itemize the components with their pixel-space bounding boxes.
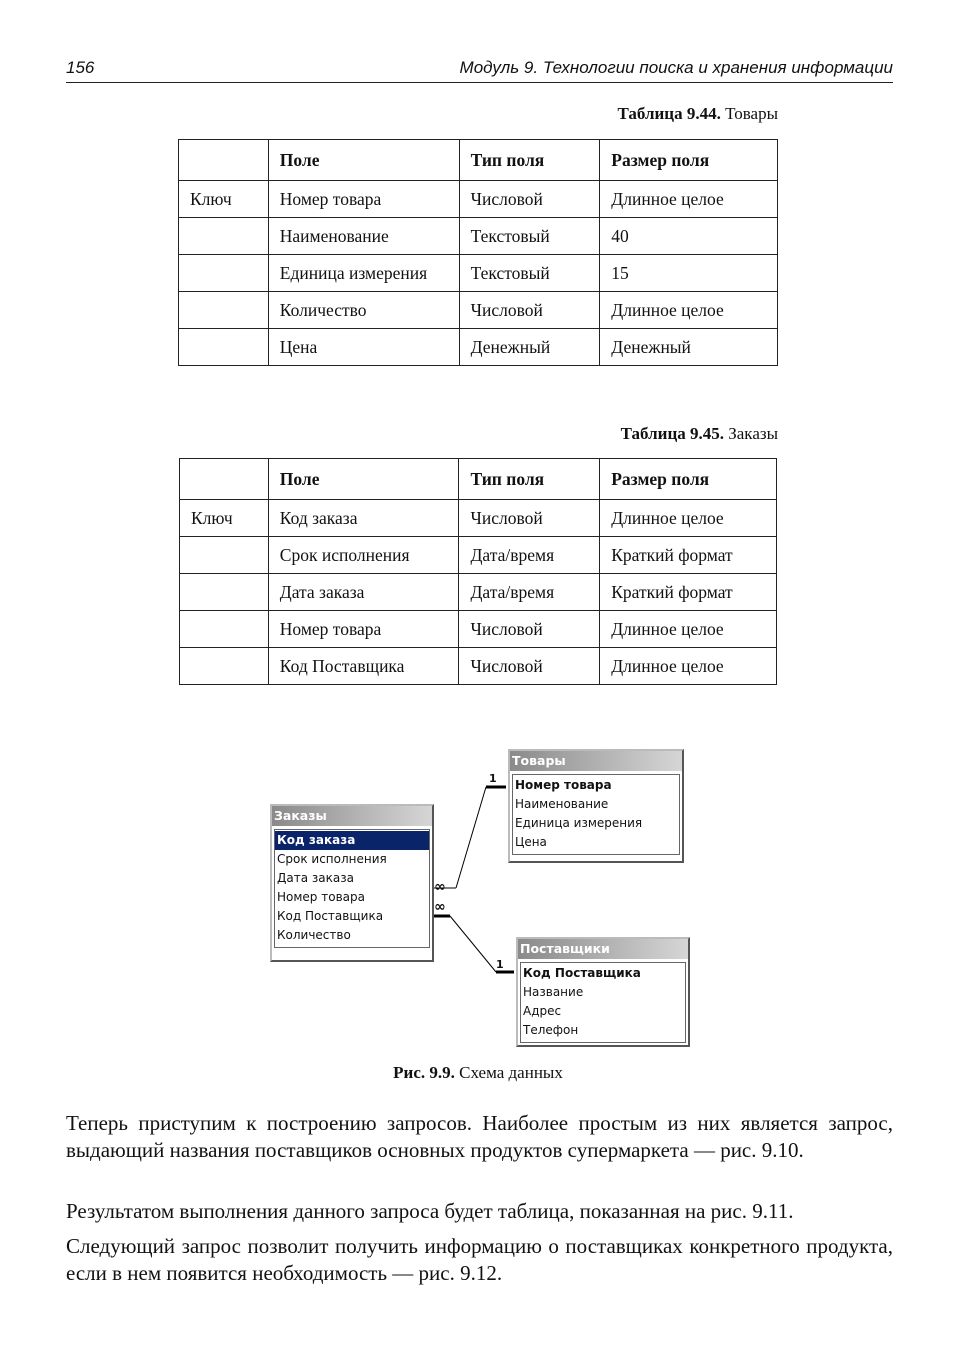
- table-row: [180, 611, 777, 648]
- table-cell: Длинное целое: [600, 648, 777, 685]
- table-cell: [179, 329, 269, 366]
- table-header-row: [180, 459, 777, 500]
- table-944-caption: [617, 104, 778, 124]
- table-cell: Числовой: [459, 292, 600, 329]
- relation-many-suppliers: ∞: [434, 899, 446, 915]
- field-item[interactable]: Адрес: [523, 1004, 562, 1018]
- header-cell: Тип поля: [459, 140, 600, 181]
- table-cell: [180, 611, 269, 648]
- header-cell: Размер поля: [600, 459, 777, 500]
- table-cell: Числовой: [459, 181, 600, 218]
- table-header-row: [179, 140, 778, 181]
- table-cell: Количество: [268, 292, 459, 329]
- field-item[interactable]: Дата заказа: [277, 871, 354, 885]
- header-cell: [180, 459, 269, 500]
- suppliers-table-title[interactable]: Поставщики: [518, 939, 688, 959]
- table-945-caption-number: Таблица 9.45.: [620, 424, 724, 443]
- field-item[interactable]: Срок исполнения: [277, 852, 387, 866]
- relation-many-goods: ∞: [434, 879, 446, 895]
- table-cell: Срок исполнения: [268, 537, 459, 574]
- table-cell: Код заказа: [268, 500, 459, 537]
- field-item[interactable]: Код Поставщика: [523, 966, 641, 980]
- table-row: [179, 255, 778, 292]
- table-row: [179, 181, 778, 218]
- suppliers-field-list: [520, 962, 686, 1043]
- header-cell: Поле: [268, 140, 459, 181]
- page-number: 156: [66, 58, 95, 77]
- relationship-diagram: [260, 740, 700, 1060]
- table-cell: Текстовый: [459, 218, 600, 255]
- table-cell: Дата/время: [459, 537, 600, 574]
- table-cell: [180, 648, 269, 685]
- table-row: [180, 537, 777, 574]
- field-item[interactable]: Цена: [515, 835, 547, 849]
- table-945-caption: [621, 424, 778, 444]
- body-paragraph: Следующий запрос позволит получить информацию о поставщиках конкретного продукта, если в нем появится необходимость — рис. 9.12.: [66, 1234, 893, 1285]
- table-row: [179, 329, 778, 366]
- orders-field-list: [274, 829, 430, 948]
- table-cell: 40: [600, 218, 778, 255]
- table-cell: [179, 292, 269, 329]
- table-944: [178, 139, 778, 366]
- suppliers-table-window[interactable]: [516, 937, 690, 1047]
- header-cell: Поле: [268, 459, 459, 500]
- body-paragraph: Результатом выполнения данного запроса будет таблица, показанная на рис. 9.11.: [66, 1199, 794, 1223]
- field-item[interactable]: Количество: [277, 928, 351, 942]
- field-item[interactable]: Наименование: [515, 797, 609, 811]
- table-cell: Длинное целое: [600, 181, 778, 218]
- table-cell: [179, 218, 269, 255]
- table-cell: Код Поставщика: [268, 648, 459, 685]
- table-cell: [179, 255, 269, 292]
- running-header: [66, 58, 893, 83]
- orders-table-window[interactable]: [270, 804, 434, 962]
- table-cell: Числовой: [459, 500, 600, 537]
- table-945: [179, 458, 777, 685]
- header-cell: Размер поля: [600, 140, 778, 181]
- field-item[interactable]: Телефон: [523, 1023, 579, 1037]
- table-945-caption-text: Заказы: [728, 424, 778, 443]
- table-row: [180, 648, 777, 685]
- table-row: [180, 500, 777, 537]
- table-cell: Единица измерения: [268, 255, 459, 292]
- figure-caption-number: Рис. 9.9.: [393, 1063, 455, 1082]
- table-cell: Ключ: [180, 500, 269, 537]
- table-row: [179, 292, 778, 329]
- table-cell: Номер товара: [268, 611, 459, 648]
- table-cell: Длинное целое: [600, 611, 777, 648]
- table-cell: 15: [600, 255, 778, 292]
- field-item[interactable]: Код Поставщика: [277, 909, 384, 923]
- header-cell: Тип поля: [459, 459, 600, 500]
- field-item[interactable]: Единица измерения: [515, 816, 643, 830]
- table-cell: [180, 537, 269, 574]
- table-944-caption-number: Таблица 9.44.: [617, 104, 721, 123]
- table-cell: Длинное целое: [600, 500, 777, 537]
- table-row: [180, 574, 777, 611]
- table-cell: Краткий формат: [600, 574, 777, 611]
- relation-one-goods: 1: [489, 772, 497, 785]
- table-cell: Текстовый: [459, 255, 600, 292]
- table-cell: Наименование: [268, 218, 459, 255]
- field-item[interactable]: Название: [523, 985, 584, 999]
- goods-table-title[interactable]: Товары: [510, 751, 682, 771]
- table-cell: Числовой: [459, 611, 600, 648]
- field-item[interactable]: Номер товара: [277, 890, 365, 904]
- field-item[interactable]: Код заказа: [275, 831, 429, 850]
- table-cell: Денежный: [600, 329, 778, 366]
- table-cell: Краткий формат: [600, 537, 777, 574]
- table-cell: Дата/время: [459, 574, 600, 611]
- table-cell: [180, 574, 269, 611]
- relation-one-suppliers: 1: [496, 958, 504, 971]
- table-944-caption-text: Товары: [725, 104, 778, 123]
- figure-caption-text: Схема данных: [459, 1063, 563, 1082]
- orders-table-title[interactable]: Заказы: [272, 806, 432, 826]
- field-item[interactable]: Номер товара: [515, 778, 612, 792]
- header-cell: [179, 140, 269, 181]
- table-cell: Длинное целое: [600, 292, 778, 329]
- figure-caption: [0, 1063, 956, 1083]
- goods-table-window[interactable]: [508, 749, 684, 863]
- body-paragraph: Теперь приступим к построению запросов. Наиболее простым из них является запрос, выдающий названия поставщиков основных продуктов супермаркета — рис. 9.10.: [66, 1111, 893, 1162]
- running-title: Модуль 9. Технологии поиска и хранения информации: [459, 58, 893, 77]
- table-cell: Номер товара: [268, 181, 459, 218]
- table-cell: Ключ: [179, 181, 269, 218]
- table-row: [179, 218, 778, 255]
- table-cell: Цена: [268, 329, 459, 366]
- table-cell: Числовой: [459, 648, 600, 685]
- table-cell: Дата заказа: [268, 574, 459, 611]
- goods-field-list: [512, 774, 680, 855]
- table-cell: Денежный: [459, 329, 600, 366]
